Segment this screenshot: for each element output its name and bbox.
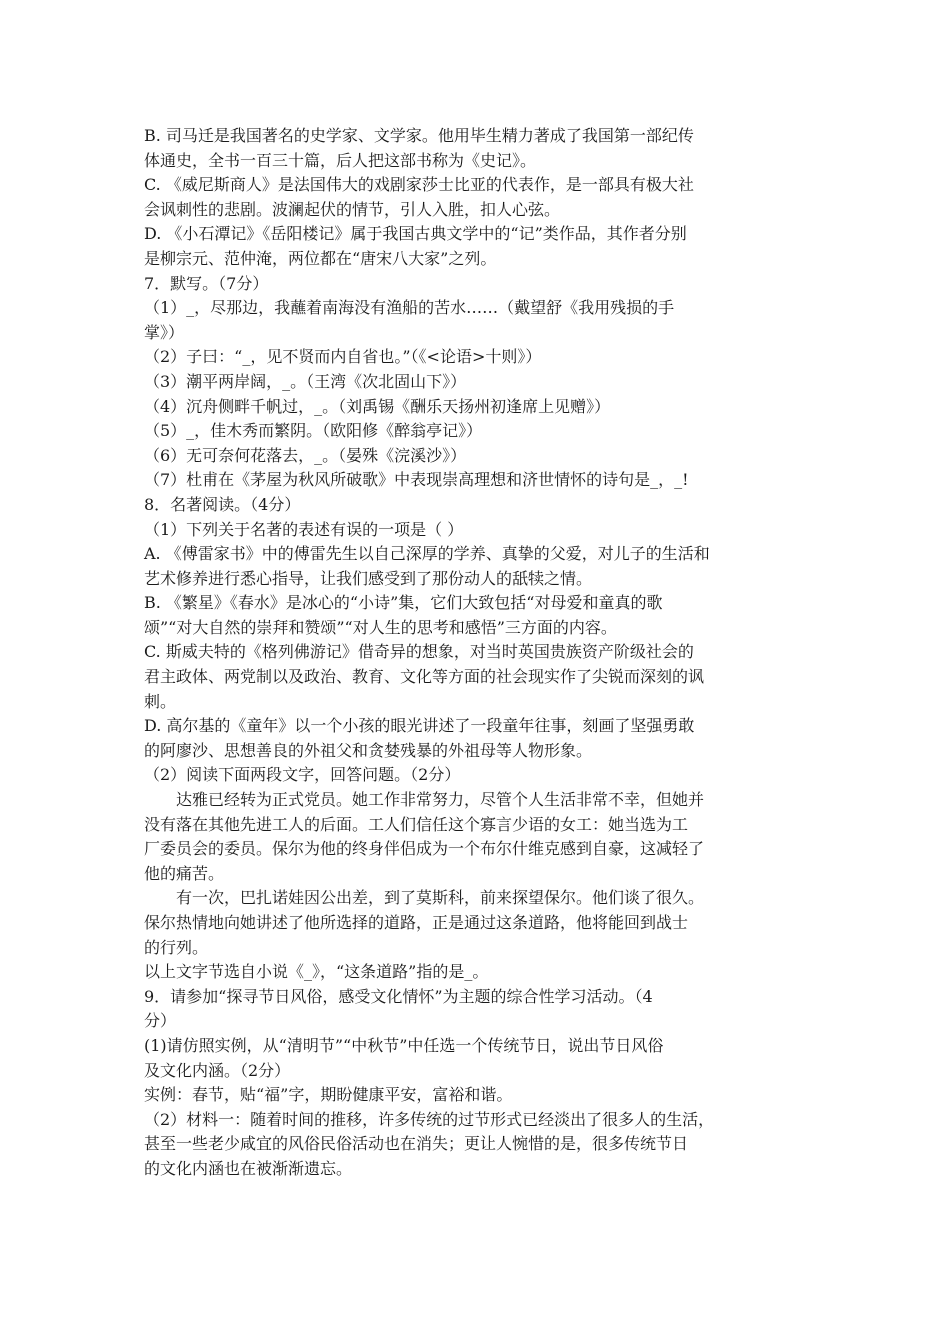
text-line: D. 《小石潭记》《岳阳楼记》属于我国古典文学中的“记”类作品，其作者分别: [144, 224, 687, 244]
text-line: 没有落在其他先进工人的后面。工人们信任这个寡言少语的女工：她当选为工: [144, 814, 689, 834]
text-line: 会讽刺性的悲剧。波澜起伏的情节，引人入胜，扣人心弦。: [144, 199, 561, 219]
text-line: （2）材料一：随着时间的推移，许多传统的过节形式已经淡出了很多人的生活，: [144, 1109, 715, 1129]
text-line: 以上文字节选自小说《_》，“这条道路”指的是_。: [144, 962, 489, 982]
text-line: C. 斯威夫特的《格列佛游记》借奇异的想象，对当时英国贵族资产阶级社会的: [144, 642, 694, 662]
text-line: （1）下列关于名著的表述有误的一项是（ ）: [144, 519, 464, 539]
text-line: （2）子曰：“_，见不贤而内自省也。”（《<论语>十则》）: [144, 347, 542, 367]
text-line: 8．名著阅读。（4分）: [144, 494, 301, 514]
text-line: 刺。: [144, 691, 177, 711]
text-line: (1)请仿照实例，从“清明节”“中秋节”中任选一个传统节日，说出节日风俗: [144, 1035, 664, 1055]
text-line: 甚至一些老少咸宜的风俗民俗活动也在消失；更让人惋惜的是，很多传统节日: [144, 1134, 689, 1154]
text-line: （2）阅读下面两段文字，回答问题。（2分）: [144, 765, 461, 785]
text-line: （1）_，尽那边，我蘸着南海没有渔船的苦水……（戴望舒《我用残损的手: [144, 298, 675, 318]
text-line: 及文化内涵。（2分）: [144, 1060, 291, 1080]
text-line: D. 高尔基的《童年》以一个小孩的眼光讲述了一段童年往事，刻画了坚强勇敢: [144, 716, 695, 736]
text-line: 的阿廖沙、思想善良的外祖父和贪婪残暴的外祖母等人物形象。: [144, 740, 593, 760]
text-line: B. 司马迁是我国著名的史学家、文学家。他用毕生精力著成了我国第一部纪传: [144, 126, 694, 145]
text-line: （3）潮平两岸阔，_。（王湾《次北固山下》）: [144, 371, 467, 391]
text-line: B. 《繁星》《春水》是冰心的“小诗”集，它们大致包括“对母爱和童真的歌: [144, 593, 663, 613]
text-line: 的文化内涵也在被渐渐遗忘。: [144, 1158, 353, 1178]
text-line: 颂”“对大自然的崇拜和赞颂”“对人生的思考和感悟”三方面的内容。: [144, 617, 617, 637]
text-line: （6）无可奈何花落去，_。（晏殊《浣溪沙》）: [144, 445, 467, 465]
text-line: 有一次，巴扎诺娃因公出差，到了莫斯科，前来探望保尔。他们谈了很久。: [176, 888, 705, 908]
text-line: 的行列。: [144, 937, 209, 957]
text-line: C. 《威尼斯商人》是法国伟大的戏剧家莎士比亚的代表作，是一部具有极大社: [144, 175, 694, 195]
text-line: （5）_，佳木秀而繁阴。（欧阳修《醉翁亭记》）: [144, 421, 483, 441]
text-line: （7）杜甫在《茅屋为秋风所破歌》中表现崇高理想和济世情怀的诗句是_，_!: [144, 470, 689, 490]
text-line: 掌》）: [144, 322, 185, 342]
text-line: 是柳宗元、范仲淹，两位都在“唐宋八大家”之列。: [144, 248, 497, 268]
text-line: （4）沉舟侧畔千帆过，_。（刘禹锡《酬乐天扬州初逢席上见赠》）: [144, 396, 611, 416]
document-body: [144, 124, 814, 1182]
text-line: 君主政体、两党制以及政治、教育、文化等方面的社会现实作了尖锐而深刻的讽: [144, 667, 705, 687]
text-line: 厂委员会的委员。保尔为他的终身伴侣成为一个布尔什维克感到自豪，这减轻了: [144, 839, 705, 859]
text-line: 艺术修养进行悉心指导，让我们感受到了那份动人的舐犊之情。: [144, 568, 593, 588]
text-line: 实例：春节，贴“福”字，期盼健康平安，富裕和谐。: [144, 1085, 513, 1105]
text-line: 7．默写。（7分）: [144, 273, 269, 293]
text-line: 9．请参加“探寻节日风俗，感受文化情怀”为主题的综合性学习活动。（4: [144, 986, 653, 1006]
text-line: 保尔热情地向她讲述了他所选择的道路，正是通过这条道路，他将能回到战士: [144, 913, 689, 932]
text-line: A. 《傅雷家书》中的傅雷先生以自己深厚的学养、真挚的父爱，对儿子的生活和: [144, 544, 710, 564]
text-line: 他的痛苦。: [144, 863, 225, 883]
text-line: 达雅已经转为正式党员。她工作非常努力，尽管个人生活非常不幸，但她并: [176, 790, 705, 810]
text-line: 分）: [144, 1011, 177, 1031]
text-line: 体通史，全书一百三十篇，后人把这部书称为《史记》。: [144, 150, 537, 170]
